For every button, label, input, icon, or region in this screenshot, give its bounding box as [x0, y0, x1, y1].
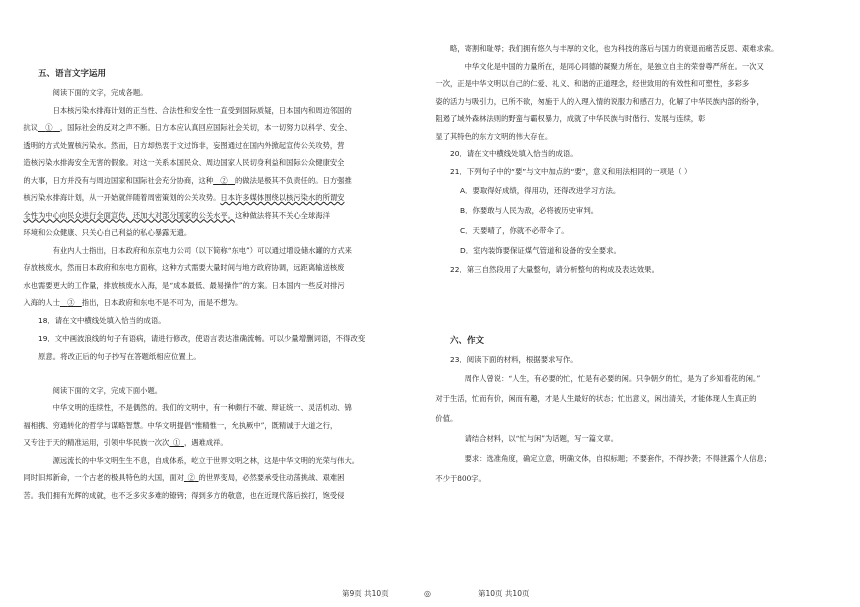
passage-paragraph: 中华文化是中国的力量所在，是同心同德的凝聚力所在，是独立自主的荣誉尊严所在。一次又 一次，正是中华文明以自己的仁爱、礼义、和谐的正道理念，经世致用的有效性和可塑性，多彩多 姿的活力与吸引力，已所不欲，匆施于人的入理入情的说服力和感召力，化解了中华民族内部的纷争， 阻遏了域外森林法则的野蛮与霸权暴力，成就了中华民族与时偕行、发展与连续，彰 显了其特色的东方文明的伟大存在。 [435, 61, 764, 141]
wavy-sentence: 日本许多媒体围绕以核污染水的所谓安 [220, 193, 345, 202]
essay-task: 请结合材料，以“忙与闲”为话题，写一篇文章。 [464, 434, 618, 443]
option-d: D．室内装饰要保证煤气管道和设备的安全要求。 [460, 246, 621, 255]
text-line: 抗议 ① ，国际社会的反对之声不断。日方本应认真回应国际社会关切，本一切努力以科学、安全、 [23, 123, 352, 132]
text-line: 的大事，日方并没有与周边国家和国际社会充分协商，这种 ② 的做法是极其不负责任的。日方强推 [23, 175, 352, 185]
option-c: C．天要晴了，你就不必带伞了。 [460, 226, 569, 235]
option-a: A．要取得好成绩，得用功，还得改进学习方法。 [460, 186, 621, 195]
page-number-right: 第10页 共10页 [478, 589, 530, 598]
binding-mark: ◎ [424, 589, 431, 598]
question-21: 21．下列句子中的“要”与文中加点的“要”，意义和用法相同的一项是（ ） [450, 167, 692, 176]
right-page [430, 0, 860, 607]
passage-continuation: 略，寄割和耻辱；我们拥有悠久与丰厚的文化，也为科技的落后与国力的衰退而痛苦反思、艰难求索。 [450, 44, 779, 53]
passage-paragraph: 源远流长的中华文明生生不息，自成体系，屹立于世界文明之林，这是中华文明的光荣与伟大。 同时旧邦新命，一个古老的极具特色的大国，面对 ② 的世界变局，必然要承受住动荡挑战、艰难困 苦。我们拥有光辉的成就，也不乏多灾多难的镣铐；得到多方的敬意，也在近现代落后挨打，饱受侵 [23, 455, 360, 500]
text-line: 核污染水排海计划，从一开始就伴随着周密策划的公关攻势。日本许多媒体围绕以核污染水的所谓安 [23, 193, 345, 202]
blank-1: ① [173, 438, 181, 447]
text-line: 全性为中心向民众进行全面宣传，还加大对部分国家的公关水平。这种做法将其不关心全球海洋 [23, 210, 330, 220]
blank-2: ② [187, 473, 195, 482]
reading-intro: 阅读下面的文字，完成各题。 [52, 88, 148, 97]
passage-paragraph: 有业内人士指出，日本政府和东京电力公司（以下简称“东电”）可以通过增设储水罐的方式来 存放核废水，然而日本政府和东电方面称，这种方式需要大量时间与地方政府协调，远距离输送核废 水也需要更大的工作量，排放核废水入海，是“成本最低、最易操作”的方案。日本国内一些反对排污 入海的人士 ③ 指出，日本政府和东电不是不可为，而是不想为。 [23, 245, 352, 307]
text-line: 造核污染水排海安全无害的假象。对这一关系本国民众、周边国家人民切身利益和国际公众健康安全 [23, 158, 345, 167]
page-number-left: 第9页 共10页 [342, 589, 389, 598]
blank-1: ① [45, 123, 53, 132]
text-line: 环境和公众健康、只关心自己利益的私心暴露无遗。 [23, 228, 192, 237]
passage-paragraph [23, 102, 410, 242]
blank-3: ③ [67, 298, 75, 307]
question-22: 22．第三自然段用了大量整句，请分析整句的构成及表达效果。 [450, 265, 659, 274]
essay-requirements: 要求：选准角度，确定立意，明确文体，自拟标题；不要套作，不得抄袭；不得泄露个人信息； 不少于800字。 [435, 454, 772, 483]
reading-intro: 阅读下面的文字，完成下面小题。 [52, 385, 163, 395]
text-line: 日本核污染水排海计划的正当性、合法性和安全性一直受到国际质疑，日本国内和周边邻国的 [52, 105, 352, 115]
option-b: B．你要敢与人民为敌，必将被历史审判。 [460, 206, 599, 215]
section-title: 六、作文 [450, 336, 485, 346]
question-18: 18．请在文中横线处填入恰当的成语。 [38, 315, 166, 325]
question-23: 23．阅读下面的材料，根据要求写作。 [450, 355, 578, 364]
question-19: 19．文中画波浪线的句子有语病，请进行修改，使语言表达准确流畅。可以少量增删词语，不得改变 原意。将改正后的句子抄写在答题纸相应位置上。 [38, 333, 366, 361]
essay-material: 周作人曾说：“人生，有必要的忙，忙是有必要的闲。只争朝夕的忙，是为了乡知看花的闲。” 对于生活，忙而有价，闲而有趣，才是人生最好的状态；忙出意义，闲出清关，才能体现人生真正的 价值。 [435, 374, 761, 423]
section-title: 五、语言文字运用 [38, 69, 107, 79]
wavy-sentence: 全性为中心向民众进行全面宣传，还加大对部分国家的公关水平。 [23, 210, 236, 220]
blank-2: ② [220, 175, 228, 185]
passage-paragraph: 中华文明的连续性，不是偶然的。我们的文明中，有一种颇行不破、辩证统一、灵活机动、锦 福相携、穷通转化的哲学与谋略智慧。中华文明提倡“惟精惟一，允执厥中”，既精诚于大道之行， 又专注于天的精准运用，引领中华民族一次次 ① ，遇难成祥。 [23, 403, 352, 447]
text-line: 透明的方式处置核污染水。然而，日方却热衷于文过饰非，妄图通过在国内外掀起宣传公关攻势，营 [23, 140, 345, 150]
question-20: 20．请在文中横线处填入恰当的成语。 [450, 149, 578, 158]
